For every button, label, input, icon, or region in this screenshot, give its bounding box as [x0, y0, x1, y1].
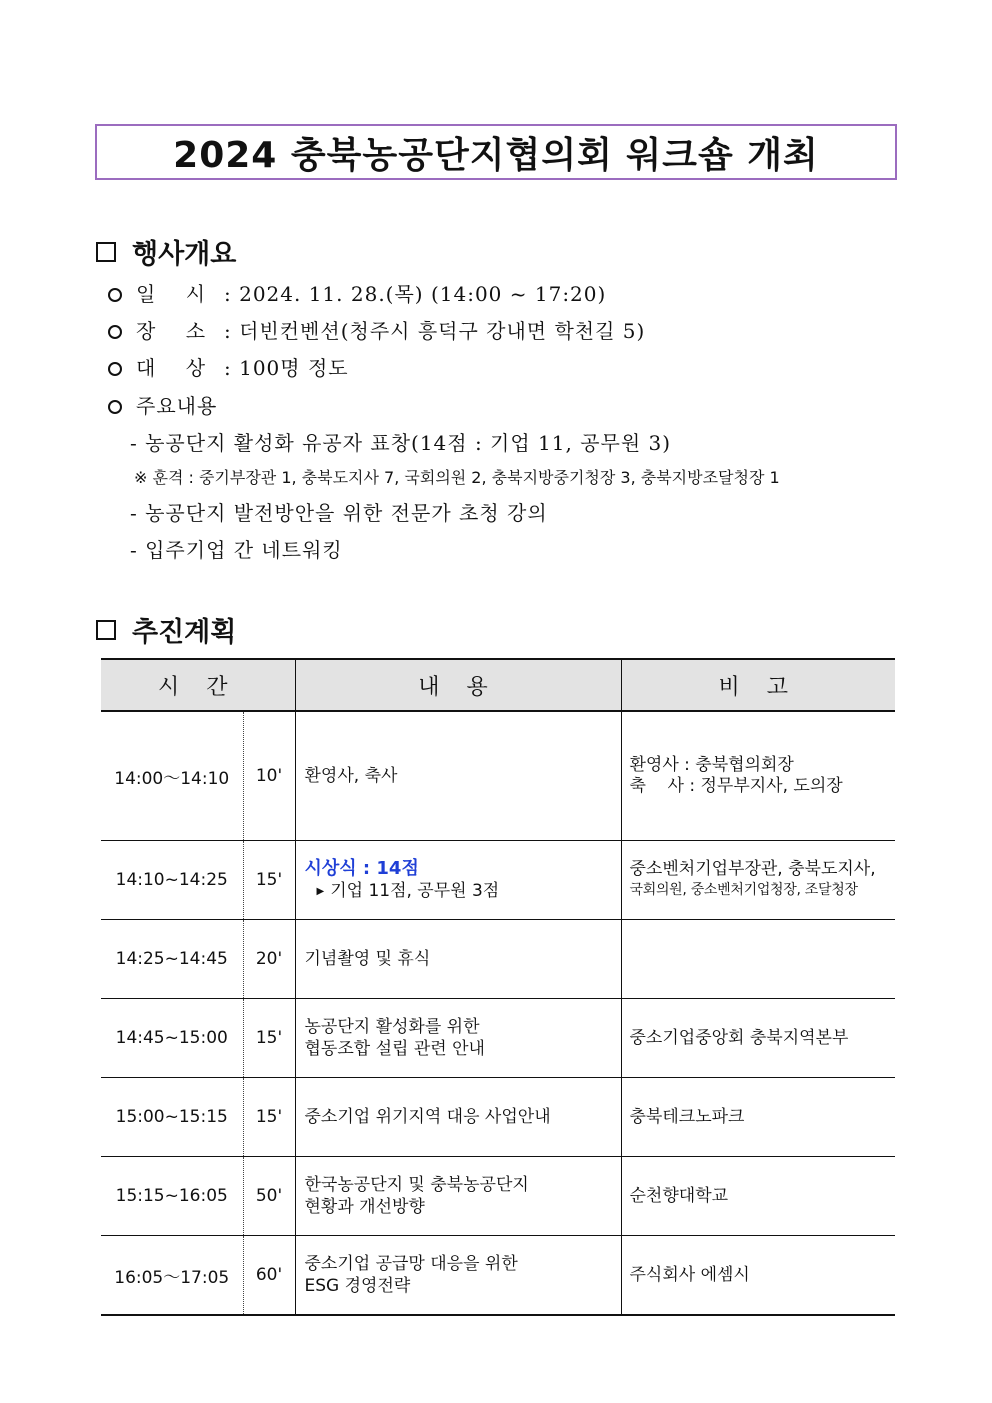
- table-row: [101, 1236, 895, 1316]
- schedule-table: [101, 658, 895, 1316]
- row-content: 중소기업 위기지역 대응 사업안내: [295, 1078, 621, 1157]
- row-remark: 주식회사 에셈시: [629, 1264, 750, 1285]
- row-content: 환영사, 축사: [295, 711, 621, 841]
- header-time: 시 간: [101, 659, 295, 711]
- row-content: 농공단지 활성화를 위한 협동조합 설립 관련 안내: [295, 999, 621, 1078]
- row-time: 14:45~15:00: [101, 999, 243, 1078]
- row-content: 시상식 : 14점 ▶ 기업 11점, 공무원 3점: [295, 841, 621, 920]
- row-duration: 15': [243, 999, 295, 1078]
- section-heading-text: 행사개요: [132, 239, 237, 270]
- triangle-bullet-icon: ▶: [316, 885, 325, 897]
- row-remark: 환영사 : 충북협의회장 축 사 : 정무부지사, 도의장: [621, 711, 895, 841]
- row-time: 15:15~16:05: [101, 1157, 243, 1236]
- table-row: [101, 999, 895, 1078]
- row-time: 14:00～14:10: [101, 711, 243, 841]
- row-duration: 60': [243, 1236, 295, 1316]
- row-duration: 10': [243, 711, 295, 841]
- checkbox-icon: [96, 242, 116, 262]
- table-row: [101, 1078, 895, 1157]
- detail-award: - 농공단지 활성화 유공자 표창(14점 : 기업 11, 공무원 3): [130, 431, 672, 455]
- overview-item-target: 대 상 : 100명 정도: [108, 352, 349, 381]
- page-title: 2024 충북농공단지협의회 워크숍 개최: [95, 124, 897, 180]
- table-row: [101, 711, 895, 841]
- row-duration: 15': [243, 841, 295, 920]
- circle-bullet-icon: [108, 325, 122, 339]
- overview-item-place: 장 소 : 더빈컨벤션(청주시 흥덕구 강내면 학천길 5): [108, 315, 645, 344]
- table-row: [101, 920, 895, 999]
- row-remark: 충북테크노파크: [621, 1078, 895, 1157]
- table-row: [101, 841, 895, 920]
- table-header-row: [101, 659, 895, 711]
- row-remark: [621, 920, 895, 999]
- section-heading-plan: [96, 610, 236, 649]
- row-content: 기념촬영 및 휴식: [295, 920, 621, 999]
- checkbox-icon: [96, 620, 116, 640]
- row-remark: 중소벤처기업부장관, 충북도지사, 국회의원, 중소벤처기업청장, 조달청장: [621, 841, 895, 920]
- row-duration: 50': [243, 1157, 295, 1236]
- overview-item-date: 일 시 : 2024. 11. 28.(목) (14:00 ~ 17:20): [108, 278, 606, 307]
- detail-award-note: ※ 훈격 : 중기부장관 1, 충북도지사 7, 국회의원 2, 충북지방중기청장 3, 충북지방조달청장 1: [134, 468, 780, 487]
- row-time: 14:10~14:25: [101, 841, 243, 920]
- circle-bullet-icon: [108, 362, 122, 376]
- row-time: 14:25~14:45: [101, 920, 243, 999]
- row-duration: 20': [243, 920, 295, 999]
- row-time: 16:05～17:05: [101, 1236, 243, 1316]
- section-heading-overview: [96, 232, 236, 271]
- row-duration: 15': [243, 1078, 295, 1157]
- header-remark: 비 고: [621, 659, 895, 711]
- row-content: 한국농공단지 및 충북농공단지 현황과 개선방향: [295, 1157, 621, 1236]
- row-time: 15:00~15:15: [101, 1078, 243, 1157]
- row-remark: 중소기업중앙회 충북지역본부: [621, 999, 895, 1078]
- highlight-text: 시상식 : 14점: [304, 857, 419, 879]
- detail-networking: - 입주기업 간 네트워킹: [130, 538, 343, 562]
- header-content: 내 용: [295, 659, 621, 711]
- overview-item-contents: 주요내용: [108, 390, 217, 419]
- row-remark: 순천향대학교: [621, 1157, 895, 1236]
- row-content: 중소기업 공급망 대응을 위한 ESG 경영전략: [295, 1236, 621, 1316]
- detail-lecture: - 농공단지 발전방안을 위한 전문가 초청 강의: [130, 501, 548, 525]
- circle-bullet-icon: [108, 288, 122, 302]
- circle-bullet-icon: [108, 400, 122, 414]
- section-heading-text: 추진계획: [132, 617, 237, 648]
- table-row: [101, 1157, 895, 1236]
